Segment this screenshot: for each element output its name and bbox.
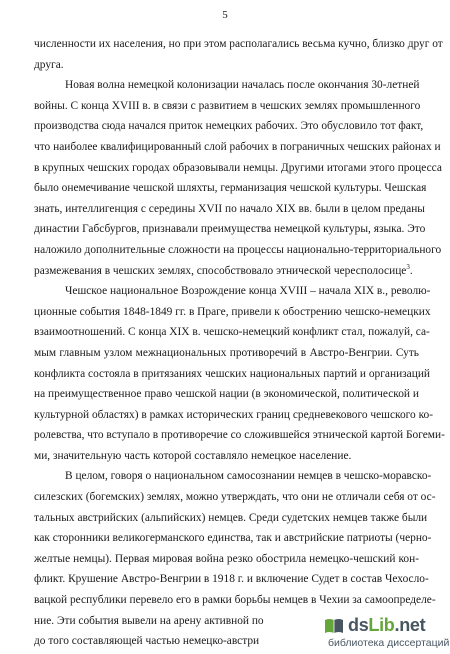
text-line: В целом, говоря о национальном самосознании немцев в чешско-моравско- — [65, 470, 432, 483]
text-line: численности их населения, но при этом располагались весьма кучно, близко друг от — [34, 38, 443, 50]
text-line: желтые немцы). Первая мировая война резко обострила немецко-чешский кон- — [34, 552, 419, 565]
text-line: ние. Эти события вывели на арену активной по — [34, 614, 264, 627]
text-line: Новая волна немецкой колонизации началась после окончания 30-летней — [65, 79, 420, 92]
text-line: до того составляющей частью немецко-австри — [34, 635, 260, 648]
text-line: войны. С конца XVIII в. в связи с развитием в чешских землях промышленного — [34, 99, 421, 112]
text-line: на преимущественное право чешской нации (в экономической, политической и — [34, 388, 419, 401]
page-number: 5 — [222, 9, 228, 21]
text-line: в крупных чешских городах образовывали немцы. Другими итогами этого процесса — [34, 161, 442, 174]
body-text — [34, 34, 445, 652]
watermark-fade — [276, 620, 324, 654]
watermark-subtitle: библиотека диссертаций — [328, 637, 450, 649]
text-line: вацкой республики перевело его в рамки борьбы немцев в Чехии за самоопределе- — [34, 594, 436, 607]
footnote-marker[interactable]: 3 — [406, 262, 410, 271]
text-line: было онемечивание чешской шляхты, германизация чешской культуры. Чешская — [34, 182, 427, 195]
text-line: мым главным узлом межнациональных противоречий в Австро-Венгрии. Суть — [34, 346, 419, 359]
text-line: силезских (богемских) землях, можно утверждать, что они не отличали себя от ос- — [34, 491, 436, 504]
text-line: как сторонники великогерманского единства, так и австрийские патриоты (черно- — [34, 532, 432, 545]
text-line: производства сюда начался приток немецких рабочих. Это обусловило тот факт, — [34, 120, 424, 133]
text-line: друга. — [34, 58, 64, 71]
text-line: культурной областях) в рамках исторических границ средневекового чешского ко- — [34, 408, 434, 421]
text-line: что наиболее квалифицированный слой рабочих в пограничных чешских районах и — [34, 140, 441, 153]
watermark-logo: dsLib.net — [348, 615, 426, 635]
text-line: ролевства, что вступало в противоречие со сложившейся этнической картой Богеми- — [34, 429, 445, 442]
text-line: династии Габсбургов, признавали преимущества немецкой культуры, языка. Это — [34, 223, 426, 236]
text-line: наложило дополнительные сложности на процессы национально-территориального — [34, 243, 442, 256]
text-line: знать, интеллигенция с середины XVII по начало XIX вв. были в целом преданы — [34, 202, 425, 215]
dslib-book-icon — [324, 617, 344, 635]
text-line: Чешское национальное Возрождение конца XVIII – начала XIX в., револю- — [65, 285, 431, 298]
text-line: взаимоотношений. С конца XIX в. чешско-немецкий конфликт стал, пожалуй, са- — [34, 326, 430, 339]
text-line: ми, значительную часть которой составляло немецкое население. — [34, 449, 352, 462]
watermark[interactable] — [318, 612, 450, 654]
text-line: тальных австрийских (альпийских) немцев. Среди судетских немцев также были — [34, 511, 428, 524]
text-line: конфликта состояла в притязаниях чешских национальных партий и организаций — [34, 367, 431, 380]
text-line: ционные события 1848-1849 гг. в Праге, привели к обострению чешско-немецких — [34, 305, 431, 318]
text-line: фликт. Крушение Австро-Венгрии в 1918 г. и включение Судет в состав Чехосло- — [34, 573, 429, 586]
text-line: размежевания в чешских землях, способствовало этнической чересполосице$^3$. — [34, 262, 413, 277]
